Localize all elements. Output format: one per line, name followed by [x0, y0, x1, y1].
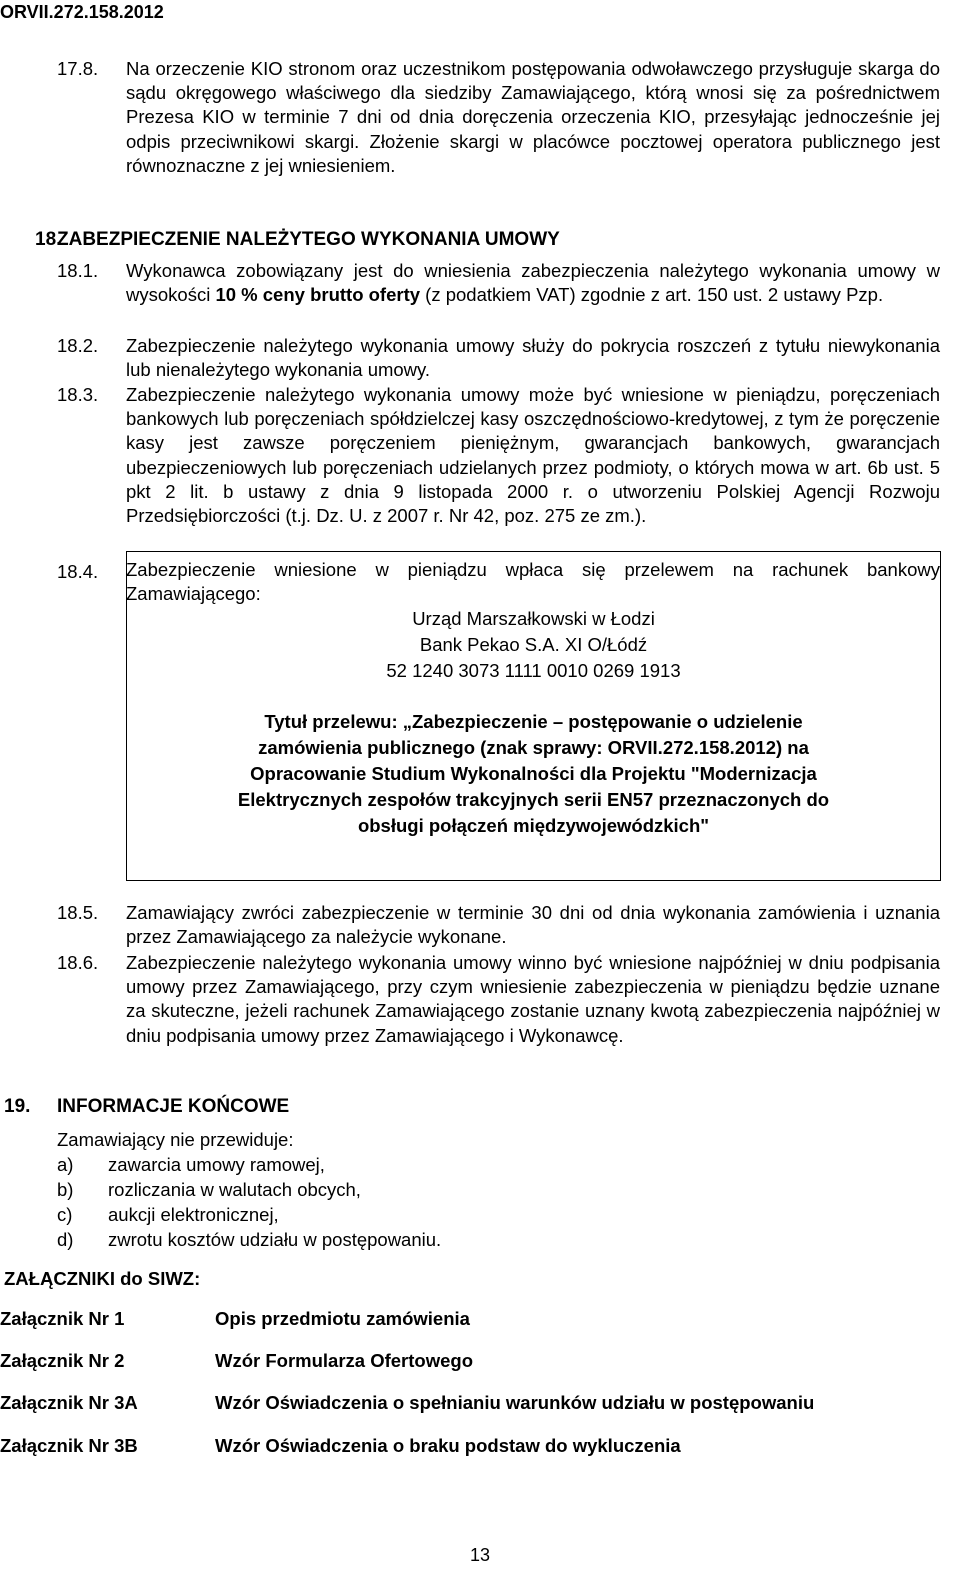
list-intro: Zamawiający nie przewiduje: — [57, 1129, 294, 1150]
document-reference-header: ORVII.272.158.2012 — [0, 2, 164, 22]
list-item-letter: b) — [57, 1179, 74, 1200]
paragraph-text: (z podatkiem VAT) zgodnie z art. 150 ust. 2 ustawy Pzp. — [420, 284, 884, 306]
paragraph-18-1 — [126, 259, 940, 307]
paragraph-18-3: Zabezpieczenie należytego wykonania umowy może być wniesione w pieniądzu, poręczeniach bankowych lub poręczeniach spółdzielczej kasy oszczędnościowo-kredytowej, z tym że poręczenie kasy jest zawsze poręczeniem pieniężnym, gwarancjach bankowych, gwarancjach ubezpieczeniowych lub poręczeniach udzielanych przez podmioty, o których mowa w art. 6b ust. 5 pkt 2 lit. b ustawy z dnia 9 listopada 2000 r. o utworzeniu Polskiej Agencji Rozwoju Przedsiębiorczości (t.j. Dz. U. z 2007 r. Nr 42, poz. 275 ze zm.). — [126, 384, 940, 527]
attachment-name: Załącznik Nr 2 — [0, 1350, 125, 1371]
paragraph-text: Wykonawca zobowiązany jest do wniesienia zabezpieczenia należytego wykonania umowy w wysokości — [126, 260, 940, 306]
paragraph-number: 18.3. — [57, 384, 99, 405]
transfer-title: Elektrycznych zespołów trakcyjnych serii EN57 przeznaczonych do — [237, 789, 830, 810]
attachment-description: Wzór Oświadczenia o spełnianiu warunków udziału w postępowaniu — [215, 1392, 815, 1413]
section-number: 18. — [35, 229, 62, 250]
attachment-description: Wzór Formularza Ofertowego — [215, 1350, 473, 1371]
bank-name: Bank Pekao S.A. XI O/Łódź — [419, 634, 648, 655]
section-heading: INFORMACJE KOŃCOWE — [57, 1096, 290, 1117]
paragraph-18-5: Zamawiający zwróci zabezpieczenie w terminie 30 dni od dnia wykonania zamówienia i uznania przez Zamawiającego za należycie wykonane. — [126, 902, 940, 948]
paragraph-number: 18.1. — [57, 260, 99, 281]
list-item: zawarcia umowy ramowej, — [108, 1154, 325, 1175]
bold-amount: 10 % ceny brutto oferty — [215, 284, 421, 306]
transfer-title: zamówienia publicznego (znak sprawy: ORVII.272.158.2012) na — [258, 737, 809, 758]
attachment-name: Załącznik Nr 3B — [0, 1435, 138, 1456]
paragraph-number: 18.4. — [57, 561, 99, 582]
paragraph-number: 18.6. — [57, 952, 99, 973]
section-heading: ZABEZPIECZENIE NALEŻYTEGO WYKONANIA UMOWY — [57, 229, 560, 250]
paragraph-number: 18.5. — [57, 902, 99, 923]
list-item: zwrotu kosztów udziału w postępowaniu. — [108, 1229, 442, 1250]
paragraph-18-2: Zabezpieczenie należytego wykonania umowy służy do pokrycia roszczeń z tytułu niewykonania lub nienależytego wykonania umowy. — [126, 335, 940, 381]
list-item-letter: d) — [57, 1229, 74, 1250]
list-item: rozliczania w walutach obcych, — [108, 1179, 361, 1200]
paragraph-18-4: Zabezpieczenie wniesione w pieniądzu wpłaca się przelewem na rachunek bankowy Zamawiającego: — [126, 559, 940, 605]
attachments-heading: ZAŁĄCZNIKI do SIWZ: — [4, 1268, 201, 1289]
bank-account-box — [126, 551, 941, 881]
attachment-name: Załącznik Nr 3A — [0, 1392, 138, 1413]
attachment-description: Opis przedmiotu zamówienia — [215, 1308, 470, 1329]
paragraph-number: 17.8. — [57, 58, 99, 79]
attachment-description: Wzór Oświadczenia o braku podstaw do wykluczenia — [215, 1435, 681, 1456]
section-number: 19. — [4, 1096, 31, 1117]
transfer-title: Opracowanie Studium Wykonalności dla Projektu "Modernizacja — [250, 763, 817, 784]
transfer-title: Tytuł przelewu: „Zabezpieczenie – postępowanie o udzielenie — [264, 711, 803, 732]
page-number: 13 — [469, 1545, 491, 1565]
list-item-letter: a) — [57, 1154, 74, 1175]
transfer-title: obsługi połączeń międzywojewódzkich" — [357, 815, 710, 836]
paragraph-18-6: Zabezpieczenie należytego wykonania umowy winno być wniesione najpóźniej w dniu podpisania umowy przez Zamawiającego, przy czym wniesienie zabezpieczenia w pieniądzu będzie uznane za skuteczne, jeżeli rachunek Zamawiającego zostanie uznany kwotą zabezpieczenia najpóźniej w dniu podpisania umowy przez Zamawiającego i Wykonawcę. — [126, 952, 940, 1046]
paragraph-17-8: Na orzeczenie KIO stronom oraz uczestnikom postępowania odwoławczego przysługuje skarga do sądu okręgowego właściwego dla siedziby Zamawiającego, którą wnosi się za pośrednictwem Prezesa KIO w terminie 7 dni od dnia doręczenia orzeczenia KIO, przesyłając jednocześnie jej odpis przeciwnikowi skargi. Złożenie skargi w placówce pocztowej operatora publicznego jest równoznaczne z jej wniesieniem. — [126, 58, 940, 176]
attachment-name: Załącznik Nr 1 — [0, 1308, 125, 1329]
bank-recipient: Urząd Marszałkowski w Łodzi — [412, 608, 655, 629]
list-item: aukcji elektronicznej, — [108, 1204, 279, 1225]
bank-account-number: 52 1240 3073 1111 0010 0269 1913 — [386, 660, 681, 681]
list-item-letter: c) — [57, 1204, 73, 1225]
paragraph-number: 18.2. — [57, 335, 99, 356]
